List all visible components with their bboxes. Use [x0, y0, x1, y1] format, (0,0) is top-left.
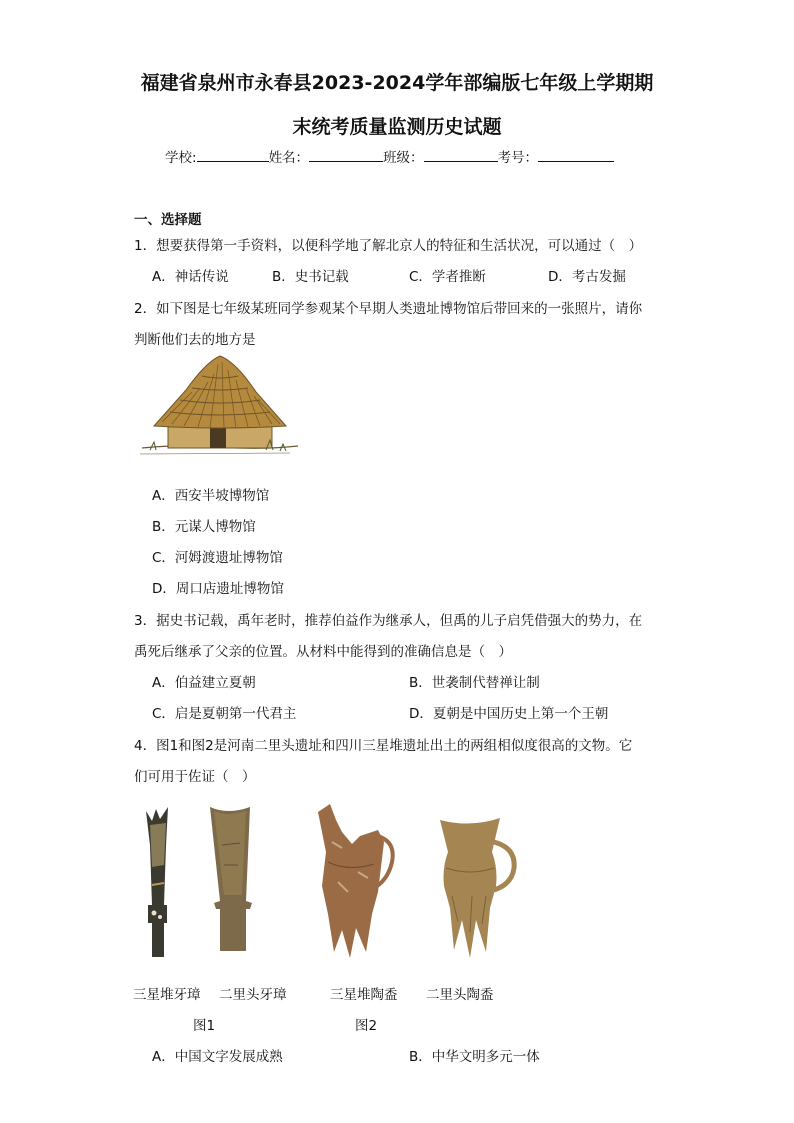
q3-stem-line1: 3．据史书记载，禹年老时，推荐伯益作为继承人，但禹的儿子启凭借强大的势力，在 — [134, 613, 643, 629]
student-info-row — [165, 146, 614, 166]
q2-option-b[interactable]: B．元谋人博物馆 — [152, 519, 256, 535]
school-label: 学校: — [165, 150, 197, 166]
name-label: 姓名： — [268, 150, 310, 166]
q4-option-b[interactable]: B．中华文明多元一体 — [409, 1049, 540, 1065]
erlitou-yazhang-image — [206, 805, 256, 955]
q3-option-c[interactable]: C．启是夏朝第一代君主 — [152, 706, 297, 722]
caption-sanxingdui-taohe: 三星堆陶盉 — [330, 987, 398, 1003]
q1-option-b[interactable]: B．史书记载 — [272, 269, 349, 285]
school-blank[interactable] — [197, 149, 269, 162]
q4-stem-line2: 们可用于佐证（ ） — [134, 769, 256, 785]
name-blank[interactable] — [309, 149, 383, 162]
q1-option-d[interactable]: D．考古发掘 — [548, 269, 626, 285]
exam-title-line1: 福建省泉州市永春县2023-2024学年部编版七年级上学期期 — [140, 72, 654, 94]
class-label: 班级： — [383, 150, 424, 166]
figure-label-1: 图1 — [193, 1018, 216, 1034]
erlitou-taohe-image — [430, 812, 522, 962]
sanxingdui-yazhang-image — [140, 805, 176, 961]
q2-option-a[interactable]: A．西安半坡博物馆 — [152, 488, 270, 504]
q2-stem-line1: 2．如下图是七年级某班同学参观某个早期人类遗址博物馆后带回来的一张照片，请你 — [134, 301, 643, 317]
caption-erlitou-taohe: 二里头陶盉 — [426, 987, 494, 1003]
q2-option-c[interactable]: C．河姆渡遗址博物馆 — [152, 550, 283, 566]
q1-stem: 1．想要获得第一手资料，以便科学地了解北京人的特征和生活状况，可以通过（ ） — [134, 238, 643, 254]
figure-label-2: 图2 — [355, 1018, 378, 1034]
sanxingdui-taohe-image — [308, 802, 398, 962]
q1-option-a[interactable]: A．神话传说 — [152, 269, 229, 285]
q3-stem-line2: 禹死后继承了父亲的位置。从材料中能得到的准确信息是（ ） — [134, 644, 512, 660]
thatched-hut-image — [140, 352, 300, 464]
q4-stem-line1: 4．图1和图2是河南二里头遗址和四川三星堆遗址出土的两组相似度很高的文物。它 — [134, 738, 633, 754]
q2-stem-line2: 判断他们去的地方是 — [134, 332, 256, 348]
caption-sanxingdui-yazhang: 三星堆牙璋 — [133, 987, 201, 1003]
exam-no-blank[interactable] — [538, 149, 614, 162]
caption-erlitou-yazhang: 二里头牙璋 — [219, 987, 287, 1003]
exam-title-line2: 末统考质量监测历史试题 — [292, 116, 502, 138]
q3-option-a[interactable]: A．伯益建立夏朝 — [152, 675, 256, 691]
class-blank[interactable] — [424, 149, 498, 162]
q3-option-d[interactable]: D．夏朝是中国历史上第一个王朝 — [409, 706, 609, 722]
section-heading: 一、选择题 — [134, 212, 202, 228]
q2-option-d[interactable]: D．周口店遗址博物馆 — [152, 581, 284, 597]
q4-option-a[interactable]: A．中国文字发展成熟 — [152, 1049, 283, 1065]
q1-option-c[interactable]: C．学者推断 — [409, 269, 486, 285]
q3-option-b[interactable]: B．世袭制代替禅让制 — [409, 675, 540, 691]
exam-no-label: 考号： — [497, 150, 539, 166]
